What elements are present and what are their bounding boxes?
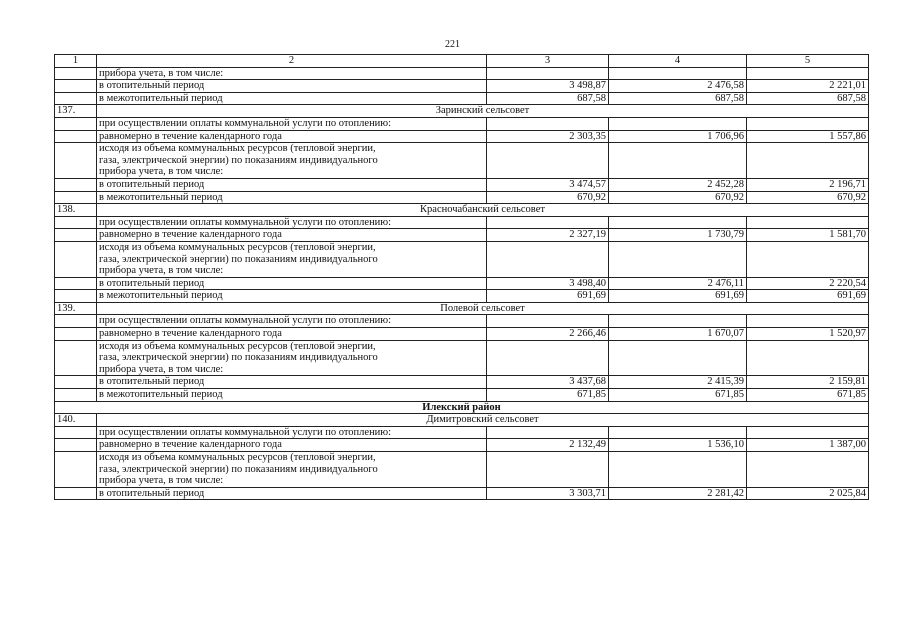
row-description	[97, 143, 487, 179]
row-number	[55, 216, 97, 229]
row-description: при осуществлении оплаты коммунальной услуги по отоплению:	[97, 216, 487, 229]
table-row	[55, 439, 869, 452]
value-cell	[609, 315, 747, 328]
row-number	[55, 229, 97, 242]
table-row	[55, 117, 869, 130]
description-line: прибора учета, в том числе:	[99, 166, 224, 178]
value-cell: 2 220,54	[747, 277, 869, 290]
row-number	[55, 178, 97, 191]
value-cell: 2 476,11	[609, 277, 747, 290]
value-cell	[609, 143, 747, 179]
description-line: прибора учета, в том числе:	[99, 475, 224, 487]
value-cell: 2 327,19	[487, 229, 609, 242]
value-cell: 2 221,01	[747, 80, 869, 93]
description-line: исходя из объема коммунальных ресурсов (тепловой энергии,	[99, 143, 376, 155]
table-row	[55, 241, 869, 277]
value-cell	[487, 426, 609, 439]
column-header: 2	[97, 55, 487, 68]
value-cell: 3 498,87	[487, 80, 609, 93]
row-description: в отопительный период	[97, 277, 487, 290]
table-row	[55, 191, 869, 204]
table-row	[55, 452, 869, 488]
value-cell: 670,92	[747, 191, 869, 204]
tariff-table	[54, 54, 869, 500]
value-cell: 670,92	[487, 191, 609, 204]
value-cell: 3 498,40	[487, 277, 609, 290]
value-cell: 671,85	[609, 389, 747, 402]
description-line: газа, электрической энергии) по показаниям индивидуального	[99, 463, 378, 475]
value-cell: 1 557,86	[747, 130, 869, 143]
row-number	[55, 80, 97, 93]
value-cell	[487, 67, 609, 80]
row-number	[55, 290, 97, 303]
value-cell: 687,58	[487, 92, 609, 105]
row-number	[55, 376, 97, 389]
table-row	[55, 376, 869, 389]
value-cell: 1 387,00	[747, 439, 869, 452]
value-cell	[747, 143, 869, 179]
value-cell	[487, 315, 609, 328]
row-number	[55, 117, 97, 130]
row-number: 137.	[55, 105, 97, 118]
row-description: при осуществлении оплаты коммунальной услуги по отоплению:	[97, 426, 487, 439]
value-cell	[747, 452, 869, 488]
row-number	[55, 439, 97, 452]
value-cell: 670,92	[609, 191, 747, 204]
table-row	[55, 277, 869, 290]
table-row	[55, 216, 869, 229]
row-number	[55, 67, 97, 80]
row-description: в межотопительный период	[97, 191, 487, 204]
value-cell: 2 159,81	[747, 376, 869, 389]
value-cell	[487, 216, 609, 229]
section-title: Заринский сельсовет	[97, 105, 869, 118]
description-line: газа, электрической энергии) по показаниям индивидуального	[99, 352, 378, 364]
section-row	[55, 302, 869, 315]
value-cell: 691,69	[609, 290, 747, 303]
value-cell	[747, 426, 869, 439]
row-description: при осуществлении оплаты коммунальной услуги по отоплению:	[97, 117, 487, 130]
value-cell: 1 730,79	[609, 229, 747, 242]
value-cell: 2 196,71	[747, 178, 869, 191]
value-cell: 671,85	[747, 389, 869, 402]
row-number	[55, 426, 97, 439]
value-cell: 687,58	[747, 92, 869, 105]
row-description: равномерно в течение календарного года	[97, 439, 487, 452]
table-row	[55, 315, 869, 328]
row-number: 140.	[55, 414, 97, 427]
district-row	[55, 401, 869, 414]
value-cell	[747, 216, 869, 229]
value-cell	[609, 67, 747, 80]
value-cell: 671,85	[487, 389, 609, 402]
row-description: равномерно в течение календарного года	[97, 130, 487, 143]
value-cell	[747, 315, 869, 328]
value-cell: 1 520,97	[747, 328, 869, 341]
row-number: 139.	[55, 302, 97, 315]
value-cell	[609, 117, 747, 130]
row-description	[97, 241, 487, 277]
value-cell	[747, 340, 869, 376]
row-description: в отопительный период	[97, 80, 487, 93]
row-number	[55, 452, 97, 488]
row-number	[55, 130, 97, 143]
row-number	[55, 315, 97, 328]
table-row	[55, 426, 869, 439]
value-cell: 2 281,42	[609, 487, 747, 500]
table-row	[55, 389, 869, 402]
column-header: 5	[747, 55, 869, 68]
description-line: исходя из объема коммунальных ресурсов (тепловой энергии,	[99, 340, 376, 352]
table-row	[55, 143, 869, 179]
row-number	[55, 487, 97, 500]
value-cell	[487, 117, 609, 130]
section-title: Димитровский сельсовет	[97, 414, 869, 427]
value-cell	[487, 143, 609, 179]
value-cell: 2 132,49	[487, 439, 609, 452]
table-row	[55, 229, 869, 242]
table-row	[55, 290, 869, 303]
table-row	[55, 328, 869, 341]
value-cell	[487, 340, 609, 376]
row-description: равномерно в течение календарного года	[97, 328, 487, 341]
description-line: газа, электрической энергии) по показаниям индивидуального	[99, 253, 378, 265]
description-line: исходя из объема коммунальных ресурсов (тепловой энергии,	[99, 452, 376, 463]
table-row	[55, 130, 869, 143]
row-description: в отопительный период	[97, 487, 487, 500]
row-description: при осуществлении оплаты коммунальной услуги по отоплению:	[97, 315, 487, 328]
row-description: в межотопительный период	[97, 290, 487, 303]
row-number	[55, 191, 97, 204]
section-row	[55, 204, 869, 217]
value-cell: 1 581,70	[747, 229, 869, 242]
row-number	[55, 92, 97, 105]
section-row	[55, 105, 869, 118]
section-row	[55, 414, 869, 427]
row-description	[97, 452, 487, 488]
table-row	[55, 92, 869, 105]
row-number: 138.	[55, 204, 97, 217]
value-cell	[609, 216, 747, 229]
row-description: равномерно в течение календарного года	[97, 229, 487, 242]
value-cell: 2 452,28	[609, 178, 747, 191]
value-cell	[609, 426, 747, 439]
row-description	[97, 340, 487, 376]
section-title: Полевой сельсовет	[97, 302, 869, 315]
value-cell: 687,58	[609, 92, 747, 105]
value-cell	[609, 241, 747, 277]
table-row	[55, 340, 869, 376]
description-line: прибора учета, в том числе:	[99, 363, 224, 375]
row-description: в отопительный период	[97, 178, 487, 191]
value-cell: 1 670,07	[609, 328, 747, 341]
value-cell: 3 437,68	[487, 376, 609, 389]
description-line: исходя из объема коммунальных ресурсов (тепловой энергии,	[99, 241, 376, 253]
row-number	[55, 340, 97, 376]
value-cell	[747, 241, 869, 277]
table-row	[55, 67, 869, 80]
value-cell: 2 025,84	[747, 487, 869, 500]
row-description: прибора учета, в том числе:	[97, 67, 487, 80]
row-number	[55, 277, 97, 290]
page-number: 221	[445, 39, 460, 50]
column-header-row	[55, 55, 869, 68]
column-header: 3	[487, 55, 609, 68]
row-description: в межотопительный период	[97, 92, 487, 105]
value-cell: 2 303,35	[487, 130, 609, 143]
row-number	[55, 241, 97, 277]
table-row	[55, 178, 869, 191]
value-cell	[609, 452, 747, 488]
value-cell	[747, 67, 869, 80]
row-description: в отопительный период	[97, 376, 487, 389]
section-title: Красночабанский сельсовет	[97, 204, 869, 217]
value-cell: 1 706,96	[609, 130, 747, 143]
district-title: Илекский район	[55, 401, 869, 414]
value-cell: 691,69	[487, 290, 609, 303]
value-cell	[609, 340, 747, 376]
value-cell	[747, 117, 869, 130]
row-number	[55, 389, 97, 402]
value-cell: 2 415,39	[609, 376, 747, 389]
row-number	[55, 328, 97, 341]
value-cell: 2 266,46	[487, 328, 609, 341]
column-header: 4	[609, 55, 747, 68]
row-number	[55, 143, 97, 179]
value-cell: 1 536,10	[609, 439, 747, 452]
value-cell: 2 476,58	[609, 80, 747, 93]
column-header: 1	[55, 55, 97, 68]
value-cell: 3 474,57	[487, 178, 609, 191]
value-cell: 3 303,71	[487, 487, 609, 500]
description-line: прибора учета, в том числе:	[99, 265, 224, 277]
table-row	[55, 487, 869, 500]
table-row	[55, 80, 869, 93]
value-cell: 691,69	[747, 290, 869, 303]
value-cell	[487, 241, 609, 277]
row-description: в межотопительный период	[97, 389, 487, 402]
description-line: газа, электрической энергии) по показаниям индивидуального	[99, 154, 378, 166]
value-cell	[487, 452, 609, 488]
